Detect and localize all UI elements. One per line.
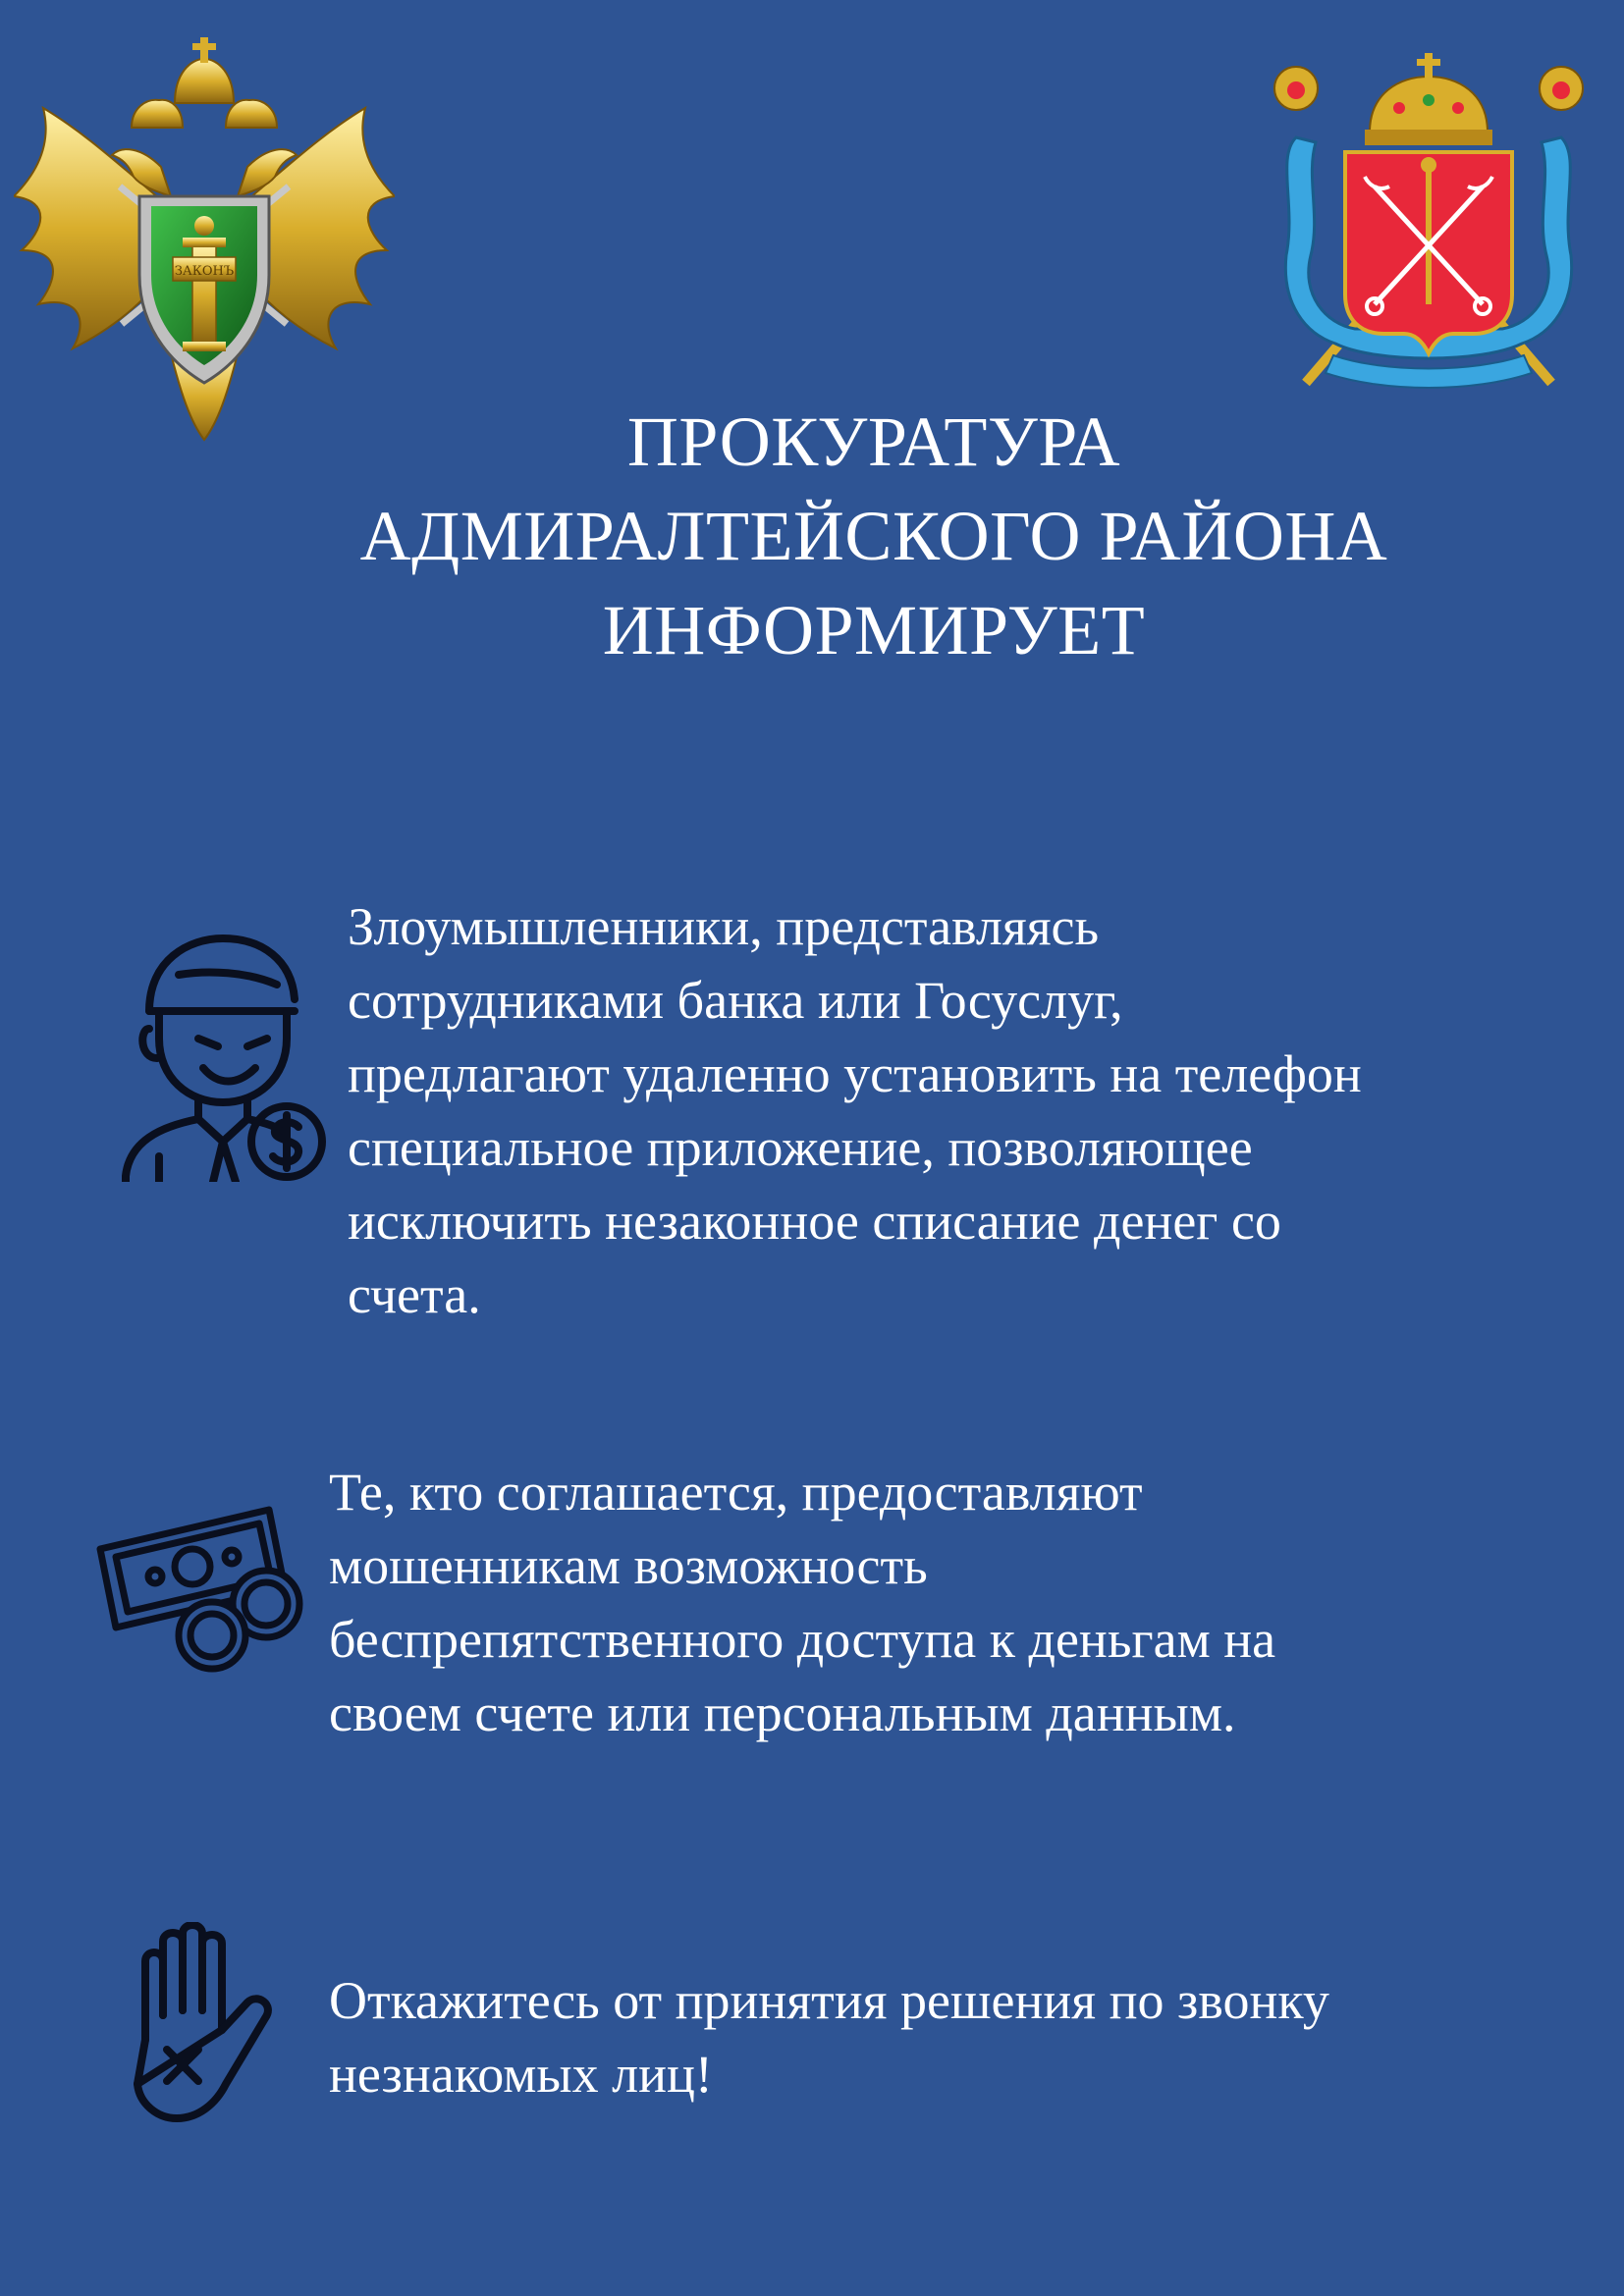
title-line-3: ИНФОРМИРУЕТ	[602, 591, 1146, 669]
title-line-2: АДМИРАЛТЕЙСКОГО РАЙОНА	[359, 497, 1388, 575]
text-line: Злоумышленники, представляясь	[348, 897, 1100, 956]
text-line: незнакомых лиц!	[329, 2045, 713, 2104]
stop-hand-icon	[128, 1922, 291, 2128]
page-title	[196, 395, 1551, 677]
text-line: Откажитесь от принятия решения по звонку	[329, 1971, 1329, 2030]
title-line-1: ПРОКУРАТУРА	[626, 402, 1121, 481]
text-line: беспрепятственного доступа к деньгам на	[329, 1610, 1276, 1669]
text-line: мошенникам возможность	[329, 1536, 928, 1595]
text-line: счета.	[348, 1265, 481, 1324]
text-line: исключить незаконное списание денег со	[348, 1192, 1281, 1251]
text-line: сотрудниками банка или Госуслуг,	[348, 971, 1123, 1030]
warning-text-3	[329, 1964, 1566, 2111]
warning-text-1	[348, 890, 1585, 1332]
text-line: Те, кто соглашается, предоставляют	[329, 1463, 1143, 1522]
warning-text-2	[329, 1456, 1566, 1750]
text-line: специальное приложение, позволяющее	[348, 1118, 1253, 1177]
text-line: предлагают удаленно установить на телефон	[348, 1044, 1362, 1103]
saint-petersburg-emblem	[1267, 49, 1591, 393]
emblem-left-caption: ЗАКОНЪ	[174, 264, 235, 279]
scammer-icon	[120, 931, 330, 1182]
text-line: своем счете или персональным данным.	[329, 1683, 1236, 1742]
money-icon	[94, 1500, 310, 1673]
prosecutor-emblem	[14, 29, 395, 442]
